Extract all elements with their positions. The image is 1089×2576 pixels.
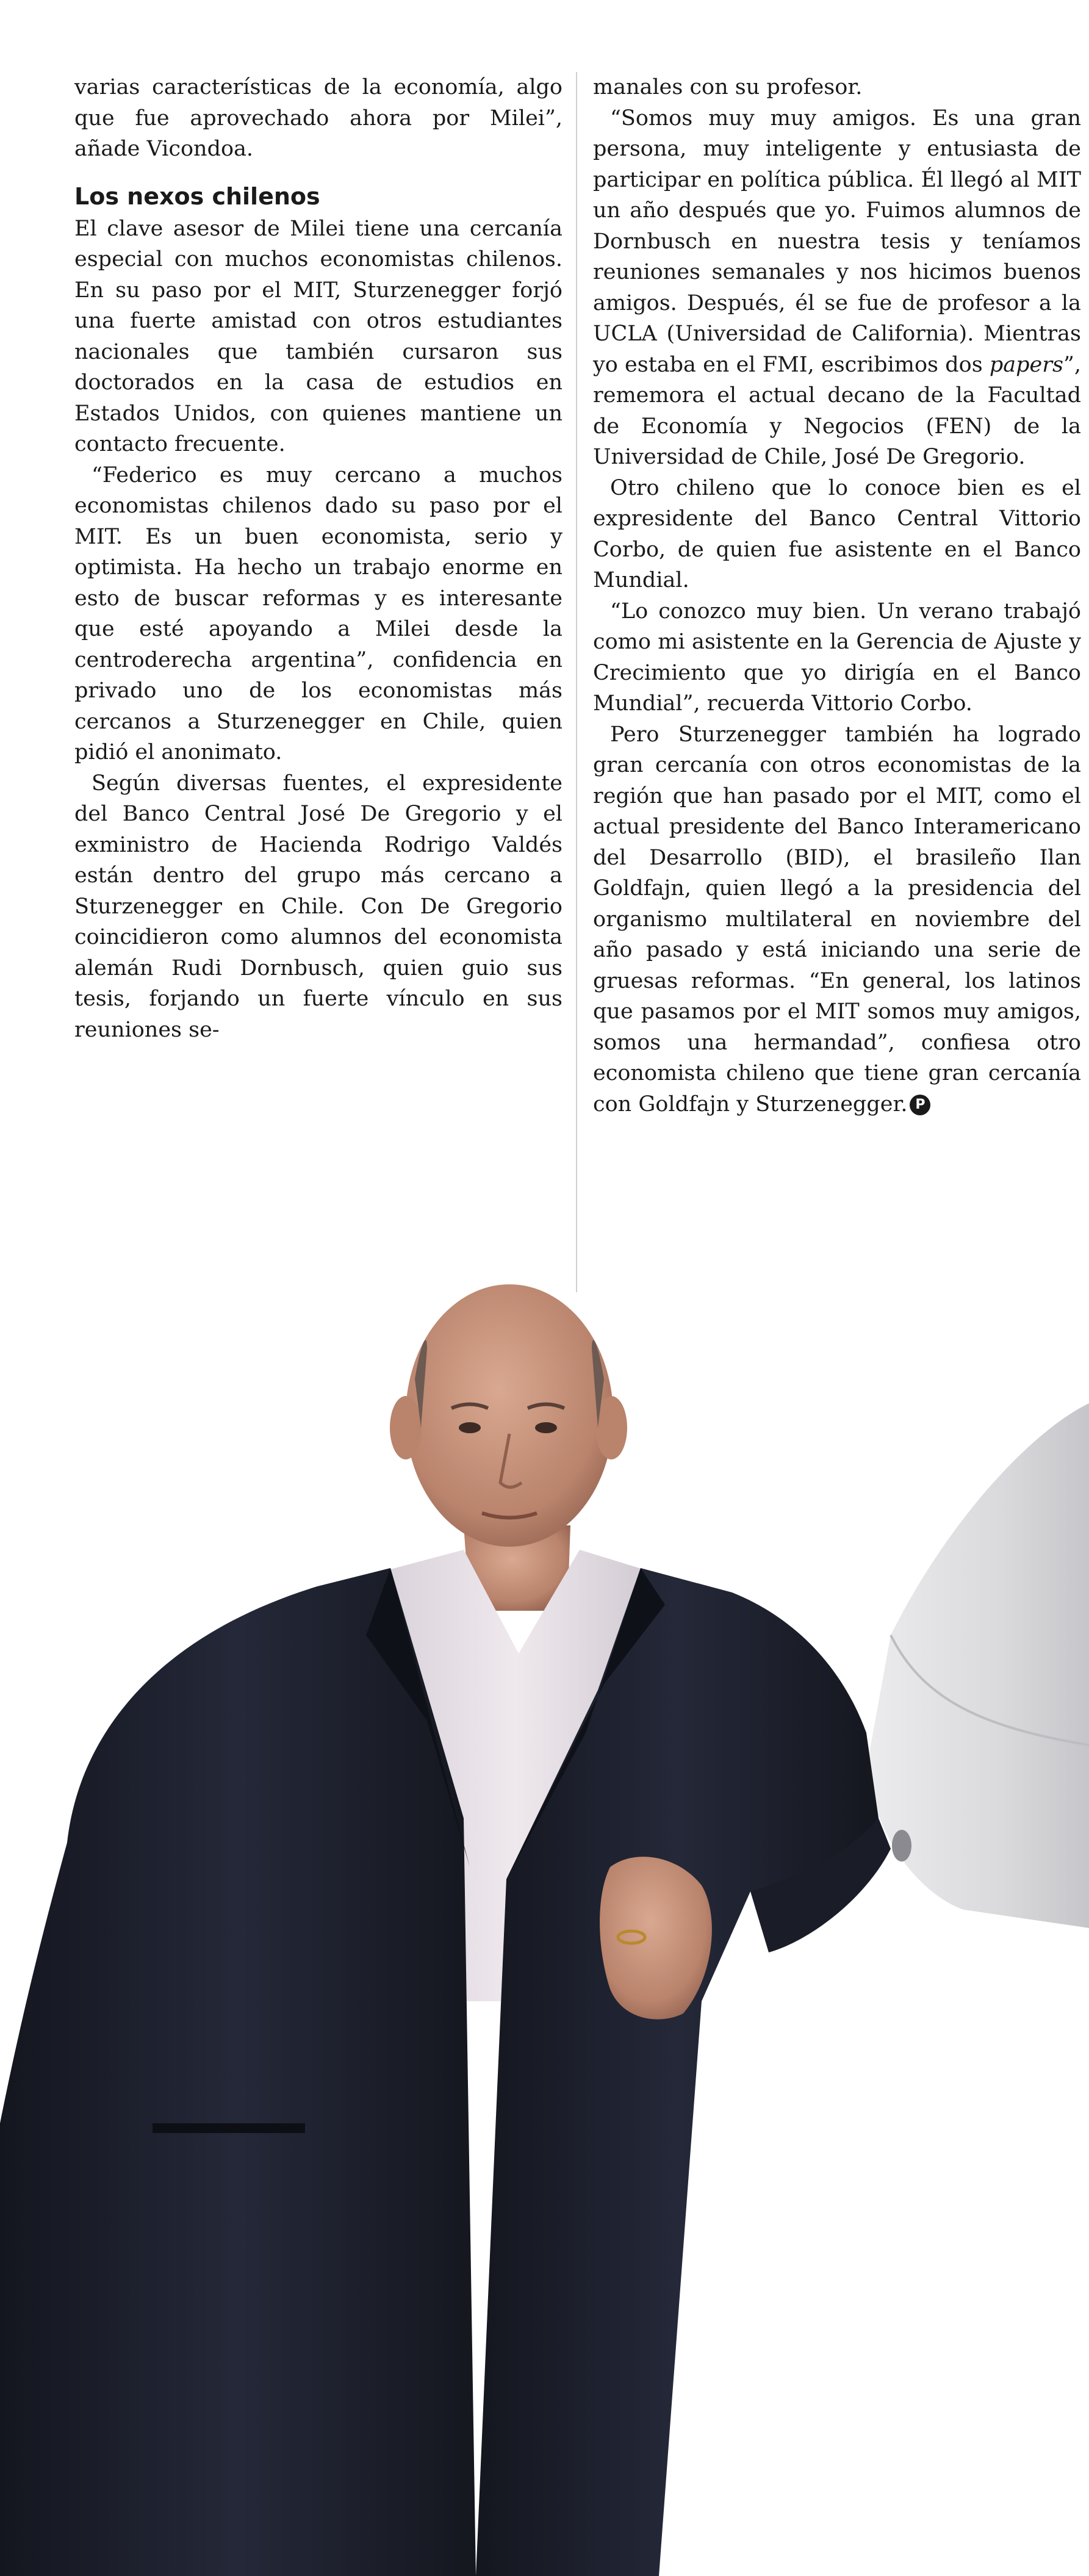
paragraph: varias características de la economía, algo que fue aprovechado ahora por Milei”, añade Vicondoa. [74,75,562,161]
ear-left [390,1396,422,1459]
paragraph: Otro chileno que lo conoce bien es el expresidente del Banco Central Vittorio Corbo, de quien fue asistente en el Banco Mundial. [593,475,1081,592]
right-column [593,72,1081,1120]
paragraph-text: Pero Sturzenegger también ha logrado gran cercanía con otros economistas de la región que han pasado por el MIT, como el actual presidente del Banco Interamericano del Desarrollo (BID), el brasileño Ilan Goldfajn, quien llegó a la presidencia del organismo multilateral en noviembre del año pasado y está iniciando una serie de gruesas reformas. “En general, los latinos que pasamos por el MIT somos muy amigos, somos una hermandad”, confiesa otro economista chileno que tiene gran cercanía con Goldfajn y Sturzenegger. [593,722,1081,1117]
portrait-photo [0,1086,1089,2576]
paragraph [593,719,1081,1120]
paragraph: “Lo conozco muy bien. Un verano trabajó como mi asistente en la Gerencia de Ajuste y Crecimiento que yo dirigía en el Banco Mundial”, recuerda Vittorio Corbo. [593,599,1081,716]
end-of-article-icon: P [910,1095,930,1115]
paragraph-text: ”, rememora el actual decano de la Facultad de Economía y Negocios (FEN) de la Universidad de Chile, José De Gregorio. [593,352,1081,469]
blazer-pocket [153,2123,305,2133]
paragraph: “Federico es muy cercano a muchos economistas chilenos dado su paso por el MIT. Es un buen economista, serio y optimista. Ha hecho un trabajo enorme en esto de buscar reformas y es interesante que esté apoyando a Milei desde la centroderecha argentina”, confidencia en privado uno de los economistas más cercanos a Sturzenegger en Chile, quien pidió el anonimato. [74,462,562,765]
head [406,1284,613,1547]
paragraph [593,103,1081,473]
paragraph: manales con su profesor. [593,75,863,99]
eye-right [535,1422,557,1433]
wall-handle [892,1830,911,1862]
eye-left [459,1422,481,1433]
left-column [74,72,562,1045]
section-heading: Los nexos chilenos [74,182,320,210]
blazer [0,1568,476,2576]
paragraph: Según diversas fuentes, el expresidente del Banco Central José De Gregorio y el exministro de Hacienda Rodrigo Valdés están dentro del grupo más cercano a Sturzenegger en Chile. Con De Gregorio coincidieron como alumnos del economista alemán Rudi Dornbusch, quien guio sus tesis, forjando un fuerte vínculo en sus reuniones se- [74,771,562,1042]
italic-word: papers [989,352,1063,377]
paragraph: El clave asesor de Milei tiene una cercanía especial con muchos economistas chilenos. En su paso por el MIT, Sturzenegger forjó una fuerte amistad con otros estudiantes nacionales que también cursaron sus doctorados en la casa de estudios en Estados Unidos, con quienes mantiene un contacto frecuente. [74,216,562,456]
paragraph-text: “Somos muy muy amigos. Es una gran persona, muy inteligente y entusiasta de participar en política pública. Él llegó al MIT un año después que yo. Fuimos alumnos de Dornbusch en nuestra tesis y teníamos reuniones semanales y nos hicimos buenos amigos. Después, él se fue de profesor a la UCLA (Universidad de California). Mientras yo estaba en el FMI, escribimos dos [593,106,1081,377]
